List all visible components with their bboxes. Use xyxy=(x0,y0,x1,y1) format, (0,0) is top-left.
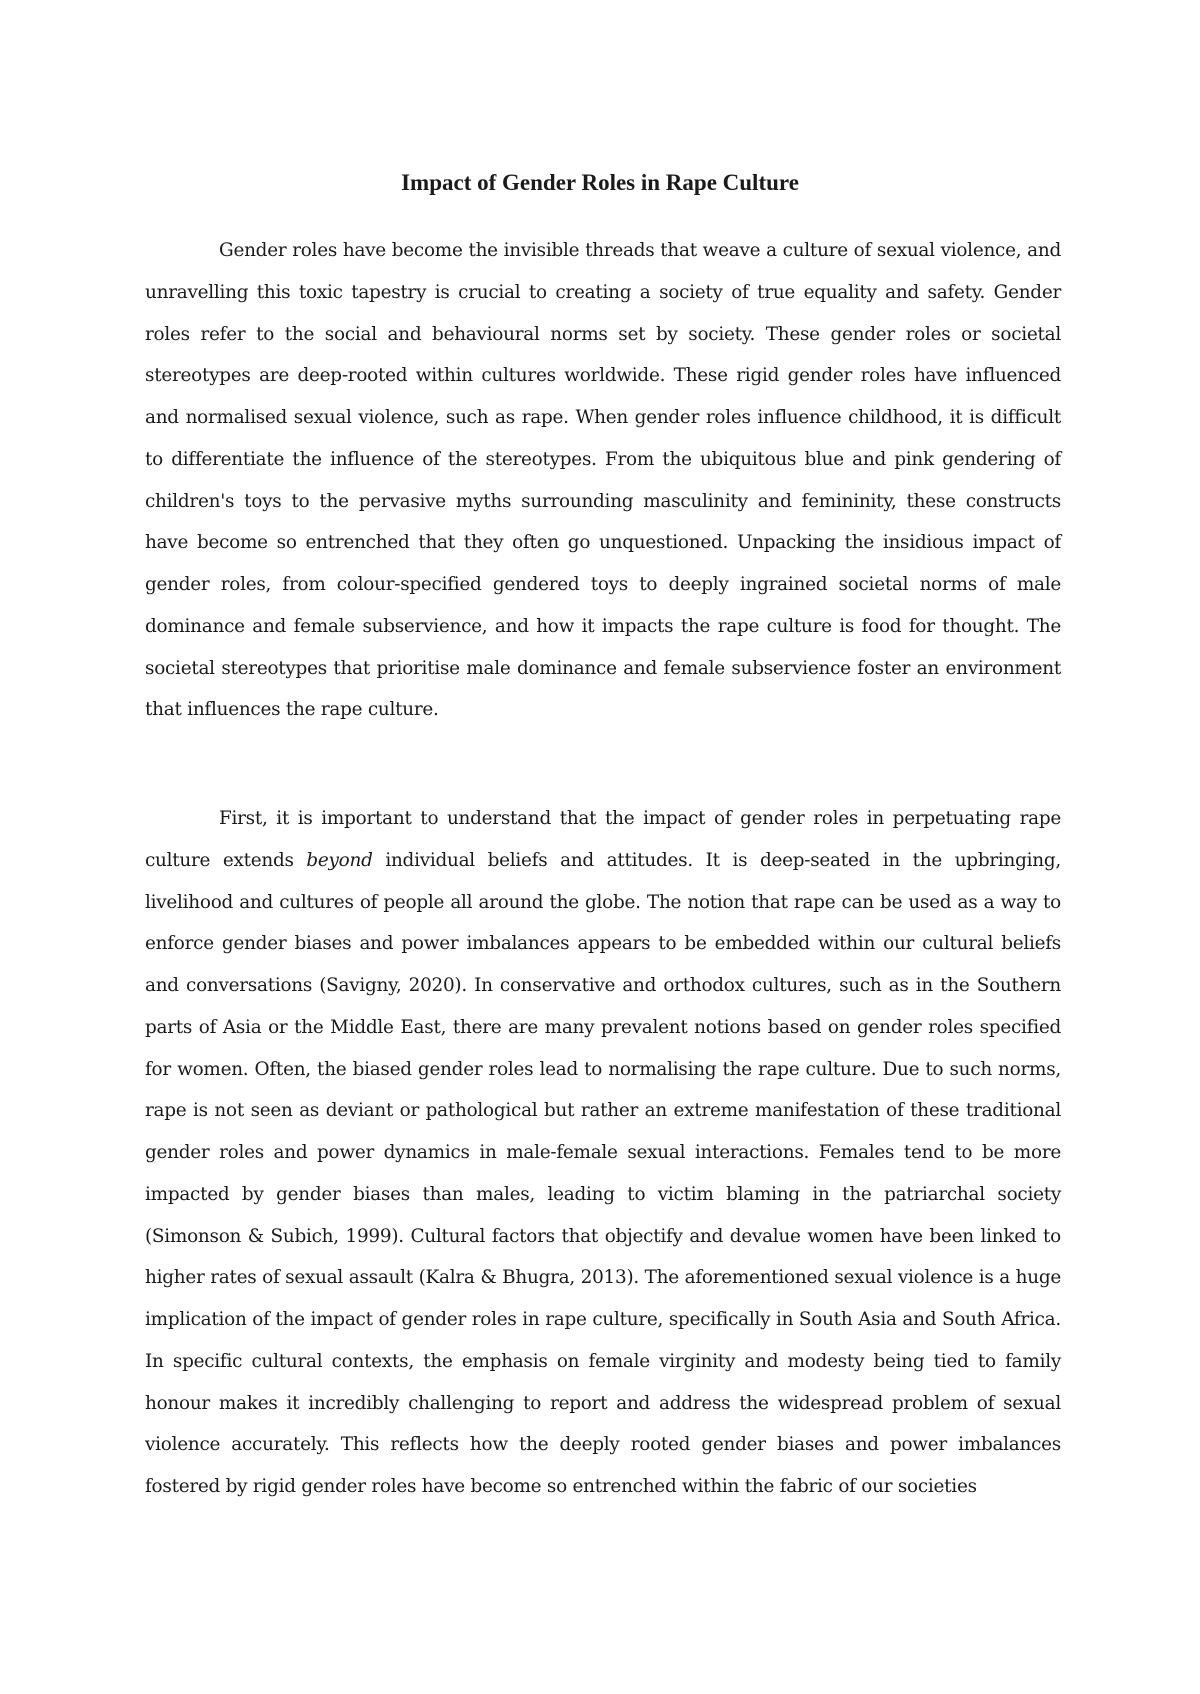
paragraph-introduction: Gender roles have become the invisible threads that weave a culture of sexual violence, and unravelling this toxic tapestry is crucial to creating a society of true equality and safety. Gender roles refer to the social and behavioural norms set by society. These gender roles or societal stereotypes are deep-rooted within cultures worldwide. These rigid gender roles have influenced and normalised sexual violence, such as rape. When gender roles influence childhood, it is difficult to differentiate the influence of the stereotypes. From the ubiquitous blue and pink gendering of children's toys to the pervasive myths surrounding masculinity and femininity, these constructs have become so entrenched that they often go unquestioned. Unpacking the insidious impact of gender roles, from colour-specified gendered toys to deeply ingrained societal norms of male dominance and female subservience, and how it impacts the rape culture is food for thought. The societal stereotypes that prioritise male dominance and female subservience foster an environment that influences the rape culture. xyxy=(145,240,1061,721)
emphasized-word: beyond xyxy=(306,849,373,871)
paragraph-body-first-text-after: individual beliefs and attitudes. It is deep-seated in the upbringing, livelihood and cultures of people all around the globe. The notion that rape can be used as a way to enforce gender biases and power imbalances appears to be embedded within our cultural beliefs and conversations (Savigny, 2020). In conservative and orthodox cultures, such as in the Southern parts of Asia or the Middle East, there are many prevalent notions based on gender roles specified for women. Often, the biased gender roles lead to normalising the rape culture. Due to such norms, rape is not seen as deviant or pathological but rather an extreme manifestation of these traditional gender roles and power dynamics in male-female sexual interactions. Females tend to be more impacted by gender biases than males, leading to victim blaming in the patriarchal society (Simonson & Subich, 1999). Cultural factors that objectify and devalue women have been linked to higher rates of sexual assault (Kalra & Bhugra, 2013). The aforementioned sexual violence is a huge implication of the impact of gender roles in rape culture, specifically in South Asia and South Africa. In specific cultural contexts, the emphasis on female virginity and modesty being tied to family honour makes it incredibly challenging to report and address the widespread problem of sexual violence accurately. This reflects how the deeply rooted gender biases and power imbalances fostered by rigid gender roles have become so entrenched within the fabric of our societies xyxy=(145,849,1061,1497)
paragraph-body-first xyxy=(145,798,1061,1508)
document-title: Impact of Gender Roles in Rape Culture xyxy=(401,170,799,195)
paragraph-body-first-text-before: First, it is important to understand that the impact of gender roles in perpetuating rape culture extends xyxy=(145,808,1061,871)
